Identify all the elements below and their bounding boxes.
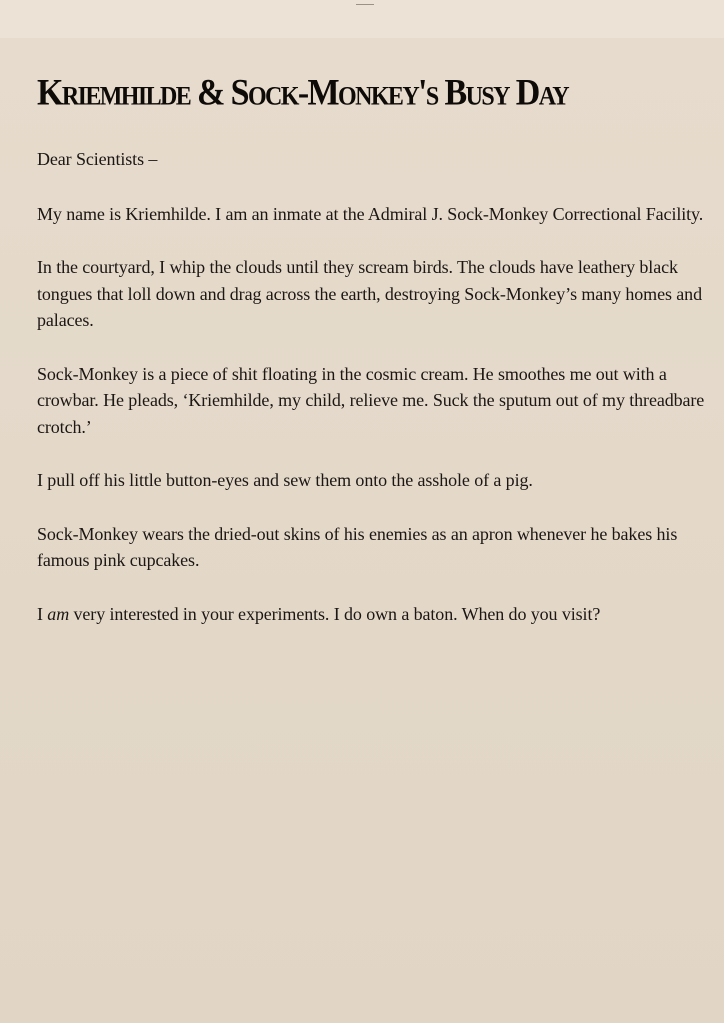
story-body: [37, 146, 712, 654]
paragraph-cupcakes: Sock-Monkey wears the dried-out skins of his enemies as an apron whenever he bakes his famous pink cupcakes.: [37, 523, 678, 570]
paragraph-closing: [37, 601, 712, 628]
closing-rest: very interested in your experiments. I do own a baton. When do you visit?: [69, 603, 601, 624]
paragraph-button-eyes: I pull off his little button-eyes and sew them onto the asshole of a pig.: [37, 470, 533, 490]
story-title: Kriemhilde & Sock-Monkey's Busy Day: [37, 73, 568, 114]
page-number-mark: [356, 0, 374, 5]
salutation: Dear Scientists –: [37, 149, 158, 169]
paragraph-intro: My name is Kriemhilde. I am an inmate at the Admiral J. Sock-Monkey Correctional Facility.: [37, 203, 704, 224]
closing-lead: I: [37, 603, 48, 624]
page-top-edge: [0, 0, 724, 38]
closing-emphasis: am: [47, 603, 70, 624]
paragraph-courtyard: In the courtyard, I whip the clouds until they scream birds. The clouds have leathery black tongues that loll down and drag across the earth, destroying Sock-Monkey’s many homes and palaces.: [37, 257, 702, 330]
paragraph-sock-monkey: Sock-Monkey is a piece of shit floating in the cosmic cream. He smoothes me out with a crowbar. He pleads, ‘Kriemhilde, my child, relieve me. Suck the sputum out of my threadbare crotch.’: [37, 363, 705, 437]
